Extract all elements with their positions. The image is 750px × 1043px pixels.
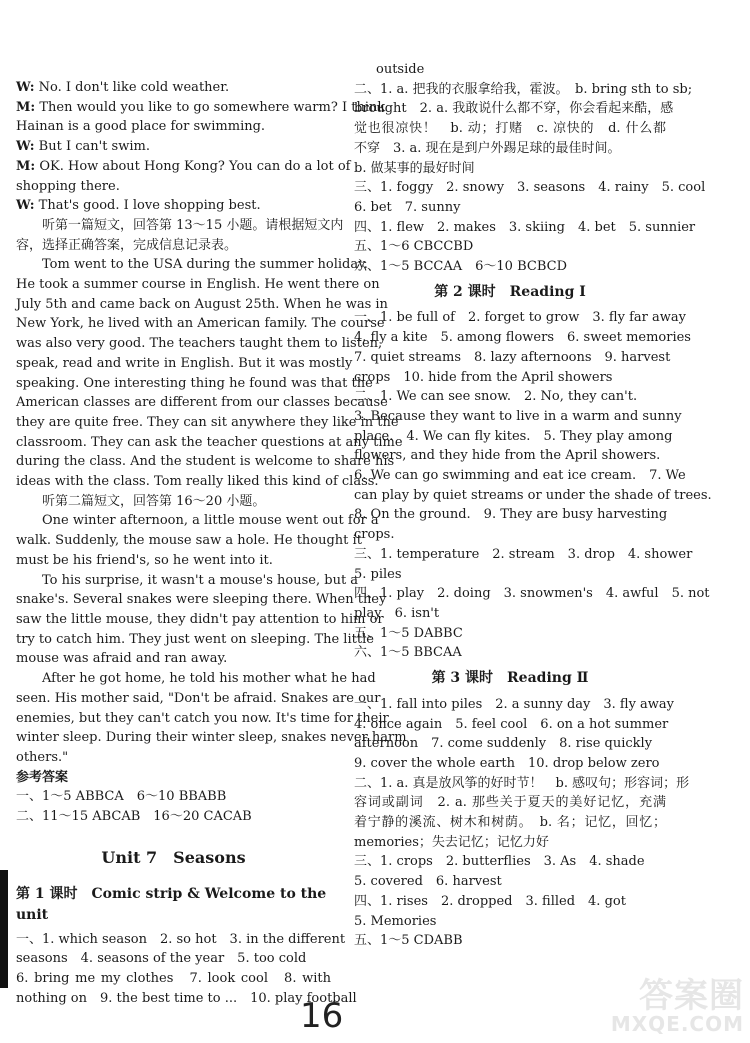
answer-line: 3. Because they want to live in a warm and sunny: [354, 408, 682, 424]
answers-heading: 参考答案: [16, 769, 69, 785]
answer-line: 4. once again 5. feel cool 6. on a hot summer: [354, 716, 669, 732]
dialogue-line: shopping there.: [16, 178, 120, 194]
passage-line: speaking. One interesting thing he found was that the: [16, 375, 373, 391]
answer-line: 二、11～15 ABCAB 16～20 CACAB: [16, 809, 252, 825]
answer-line: 一、1～5 ABBCA 6～10 BBABB: [16, 789, 227, 805]
answer-line: 6. We can go swimming and eat ice cream. 7. We: [354, 468, 686, 484]
answer-line: 四、1. rises 2. dropped 3. filled 4. got: [354, 893, 626, 909]
dialogue-line: W: But I can't swim.: [16, 139, 150, 155]
passage-line: speak, read and write in English. But it was mostly: [16, 355, 353, 371]
answer-line: 二、1. a. 真是放风筝的好时节！ b. 感叹句；形容词；形: [354, 775, 690, 791]
answer-line: can play by quiet streams or under the shade of trees.: [354, 487, 712, 503]
answer-line: 6. bet 7. sunny: [354, 199, 461, 215]
dialogue-line: M: Then would you like to go somewhere warm? I think: [16, 99, 386, 115]
passage-line: To his surprise, it wasn't a mouse's house, but a: [42, 572, 359, 588]
passage-line: mouse was afraid and ran away.: [16, 651, 228, 667]
passage-line: during the class. And the student is welcome to share his: [16, 454, 395, 470]
passage-line: He took a summer course in English. He went there on: [16, 277, 380, 293]
answer-line: 4. fly a kite 5. among flowers 6. sweet memories: [354, 330, 691, 346]
passage-line: snake's. Several snakes were sleeping there. When they: [16, 592, 387, 608]
answer-line: 六、1～5 BBCAA: [354, 645, 462, 661]
dialogue-line: W: That's good. I love shopping best.: [16, 198, 261, 214]
answer-line: 一、1. be full of 2. forget to grow 3. fly far away: [354, 310, 686, 326]
passage-line: One winter afternoon, a little mouse went out for a: [42, 513, 379, 529]
passage-line: try to catch him. They just went on sleeping. The little: [16, 631, 374, 647]
passage2-instruction: 听第二篇短文，回答第 16～20 小题。: [42, 493, 266, 509]
answer-line: 5. piles: [354, 566, 402, 582]
lesson2-title: 第 2 课时 Reading Ⅰ: [434, 283, 586, 300]
answer-line: 四、1. flew 2. makes 3. skiing 4. bet 5. sunnier: [354, 219, 696, 235]
passage-line: saw the little mouse, they didn't pay attention to him or: [16, 611, 384, 627]
answer-line: play 6. isn't: [354, 605, 440, 621]
passage-line: winter sleep. During their winter sleep, snakes never harm: [16, 730, 407, 746]
watermark-top: 答案圈: [639, 976, 744, 1016]
passage-line: classroom. They can ask the teacher questions at any time: [16, 434, 403, 450]
answer-line: 一、1. which season 2. so hot 3. in the different: [16, 931, 346, 947]
unit-title: Unit 7 Seasons: [101, 847, 246, 867]
passage-line: walk. Suddenly, the mouse saw a hole. He thought it: [16, 533, 362, 549]
answer-line: place. 4. We can fly kites. 5. They play among: [354, 428, 673, 444]
answer-line: outside: [376, 62, 425, 77]
answer-line: 二、1. We can see snow. 2. No, they can't.: [354, 389, 638, 405]
page-number: 16: [300, 996, 344, 1036]
passage-line: July 5th and came back on August 25th. When he was in: [16, 296, 388, 312]
answer-line: brought 2. a. 我敢说什么都不穿，你会看起来酷，感: [354, 101, 674, 117]
answer-line: crops.: [354, 527, 395, 543]
lesson3-title: 第 3 课时 Reading Ⅱ: [431, 670, 589, 687]
answer-line: 一、1. fall into piles 2. a sunny day 3. fly away: [354, 696, 675, 712]
passage1-instruction: 容，选择正确答案，完成信息记录表。: [16, 237, 238, 253]
passage1-instruction: 听第一篇短文，回答第 13～15 小题。请根据短文内: [42, 217, 344, 233]
answer-line: 三、1. crops 2. butterflies 3. As 4. shade: [354, 854, 645, 870]
passage-line: After he got home, he told his mother what he had: [42, 671, 376, 687]
passage1: [16, 255, 403, 491]
answer-line: 9. cover the whole earth 10. drop below zero: [354, 755, 660, 771]
lesson1-title: 第 1 课时 Comic strip & Welcome to the unit: [16, 885, 327, 923]
passage-line: seen. His mother said, "Don't be afraid. Snakes are our: [16, 690, 381, 706]
answer-line: 六、1～5 BCCAA 6～10 BCBCD: [354, 259, 567, 275]
answer-line: 容词或副词 2. a. 那些关于夏天的美好记忆，充满: [354, 795, 666, 811]
answer-line: seasons 4. seasons of the year 5. too cold: [16, 951, 307, 967]
answer-line: b. 做某事的最好时间: [354, 160, 475, 176]
answer-line: afternoon 7. come suddenly 8. rise quickly: [354, 736, 653, 752]
dialogue-block: [16, 78, 386, 216]
answer-line: 五、1～5 CDABB: [354, 933, 463, 949]
answer-line: 三、1. temperature 2. stream 3. drop 4. shower: [354, 546, 693, 562]
answer-line: 三、1. foggy 2. snowy 3. seasons 4. rainy 5. cool: [354, 180, 706, 196]
answer-line: nothing on 9. the best time to ... 10. play football: [16, 990, 357, 1006]
answer-line: 不穿 3. a. 现在是到户外踢足球的最佳时间。: [354, 140, 621, 156]
answer-line: 觉也很凉快！ b. 动；打赌 c. 凉快的 d. 什么都: [354, 121, 666, 137]
dialogue-line: W: No. I don't like cold weather.: [16, 80, 230, 95]
answer-line: 5. Memories: [354, 913, 437, 929]
passage-line: Tom went to the USA during the summer holiday.: [42, 257, 368, 273]
answer-line: 四、1. play 2. doing 3. snowmen's 4. awful 5. not: [354, 586, 710, 602]
passage-line: New York, he lived with an American family. The course: [16, 316, 385, 332]
passage-line: ideas with the class. Tom really liked this kind of class.: [16, 474, 379, 490]
passage-line: must be his friend's, so he went into it.: [16, 552, 273, 568]
passage-line: others.": [16, 749, 69, 765]
answer-line: 五、1～6 CBCCBD: [354, 239, 474, 255]
watermark-bottom: MXQE.COM: [610, 1012, 744, 1036]
answer-line: 五、1～5 DABBC: [354, 625, 463, 641]
answer-line: 7. quiet streams 8. lazy afternoons 9. harvest: [354, 349, 671, 365]
answer-line: 5. covered 6. harvest: [354, 874, 502, 890]
answer-line: flowers, and they hide from the April showers.: [354, 448, 661, 464]
dialogue-line: M: OK. How about Hong Kong? You can do a lot of: [16, 158, 351, 174]
answer-line: 二、1. a. 把我的衣服拿给我，霍波。 b. bring sth to sb;: [354, 81, 693, 97]
passage-line: they are quite free. They can sit anywhere they like in the: [16, 414, 399, 430]
answer-line: memories；失去记忆；记忆力好: [354, 834, 549, 850]
answer-line: 6. bring me my clothes 7. look cool 8. with: [16, 971, 331, 987]
dialogue-line: Hainan is a good place for swimming.: [16, 119, 266, 135]
answer-line: crops 10. hide from the April showers: [354, 369, 613, 385]
watermark-logo: [610, 976, 744, 1036]
page-edge-bar: [0, 870, 8, 988]
passage-line: was also very good. The teachers taught them to listen,: [16, 336, 383, 352]
answer-line: 着宁静的溪流、树木和树荫。 b. 名；记忆，回忆；: [354, 815, 666, 831]
passage-line: American classes are different from our classes because: [16, 395, 388, 411]
right-column: [354, 60, 712, 951]
answer-line: 8. On the ground. 9. They are busy harvesting: [354, 507, 668, 523]
passage-line: enemies, but they can't catch you now. It's time for their: [16, 710, 389, 726]
